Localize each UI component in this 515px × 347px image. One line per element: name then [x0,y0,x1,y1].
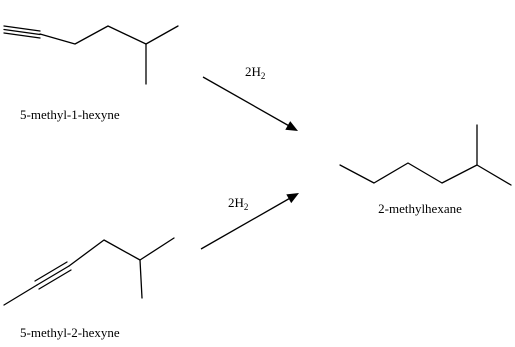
single-bond-terminal [4,285,37,305]
reactant-label-5-methyl-1-hexyne: 5-methyl-1-hexyne [20,107,120,122]
arrow-head [285,121,298,131]
molecule-2-methylhexane [340,125,511,185]
molecule-5-methyl-1-hexyne [4,26,178,84]
reagent-symbol: H [234,195,244,210]
reagent-subscript: 2 [260,71,266,81]
reagent-coefficient: 2 [245,64,252,79]
reagent-symbol: H [251,64,261,79]
product-label-2-methylhexane: 2-methylhexane [378,201,462,216]
carbon-chain [340,163,511,185]
molecule-5-methyl-2-hexyne [4,238,174,305]
carbon-chain [69,238,174,266]
triple-bond-line-3 [39,270,71,289]
reagent-subscript: 2 [243,202,249,212]
triple-bond-line-1 [35,262,67,281]
reagent-coefficient: 2 [228,195,235,210]
triple-bond-line-2 [37,266,69,285]
carbon-chain [40,26,178,44]
methyl-branch [140,260,142,298]
reagent-label-top [245,64,266,81]
arrow-shaft [203,77,291,127]
reagent-label-bottom [228,195,249,212]
reaction-arrow-top [203,77,298,131]
reaction-arrow-bottom [201,193,299,249]
arrow-head [286,193,299,203]
reactant-label-5-methyl-2-hexyne: 5-methyl-2-hexyne [20,325,120,340]
